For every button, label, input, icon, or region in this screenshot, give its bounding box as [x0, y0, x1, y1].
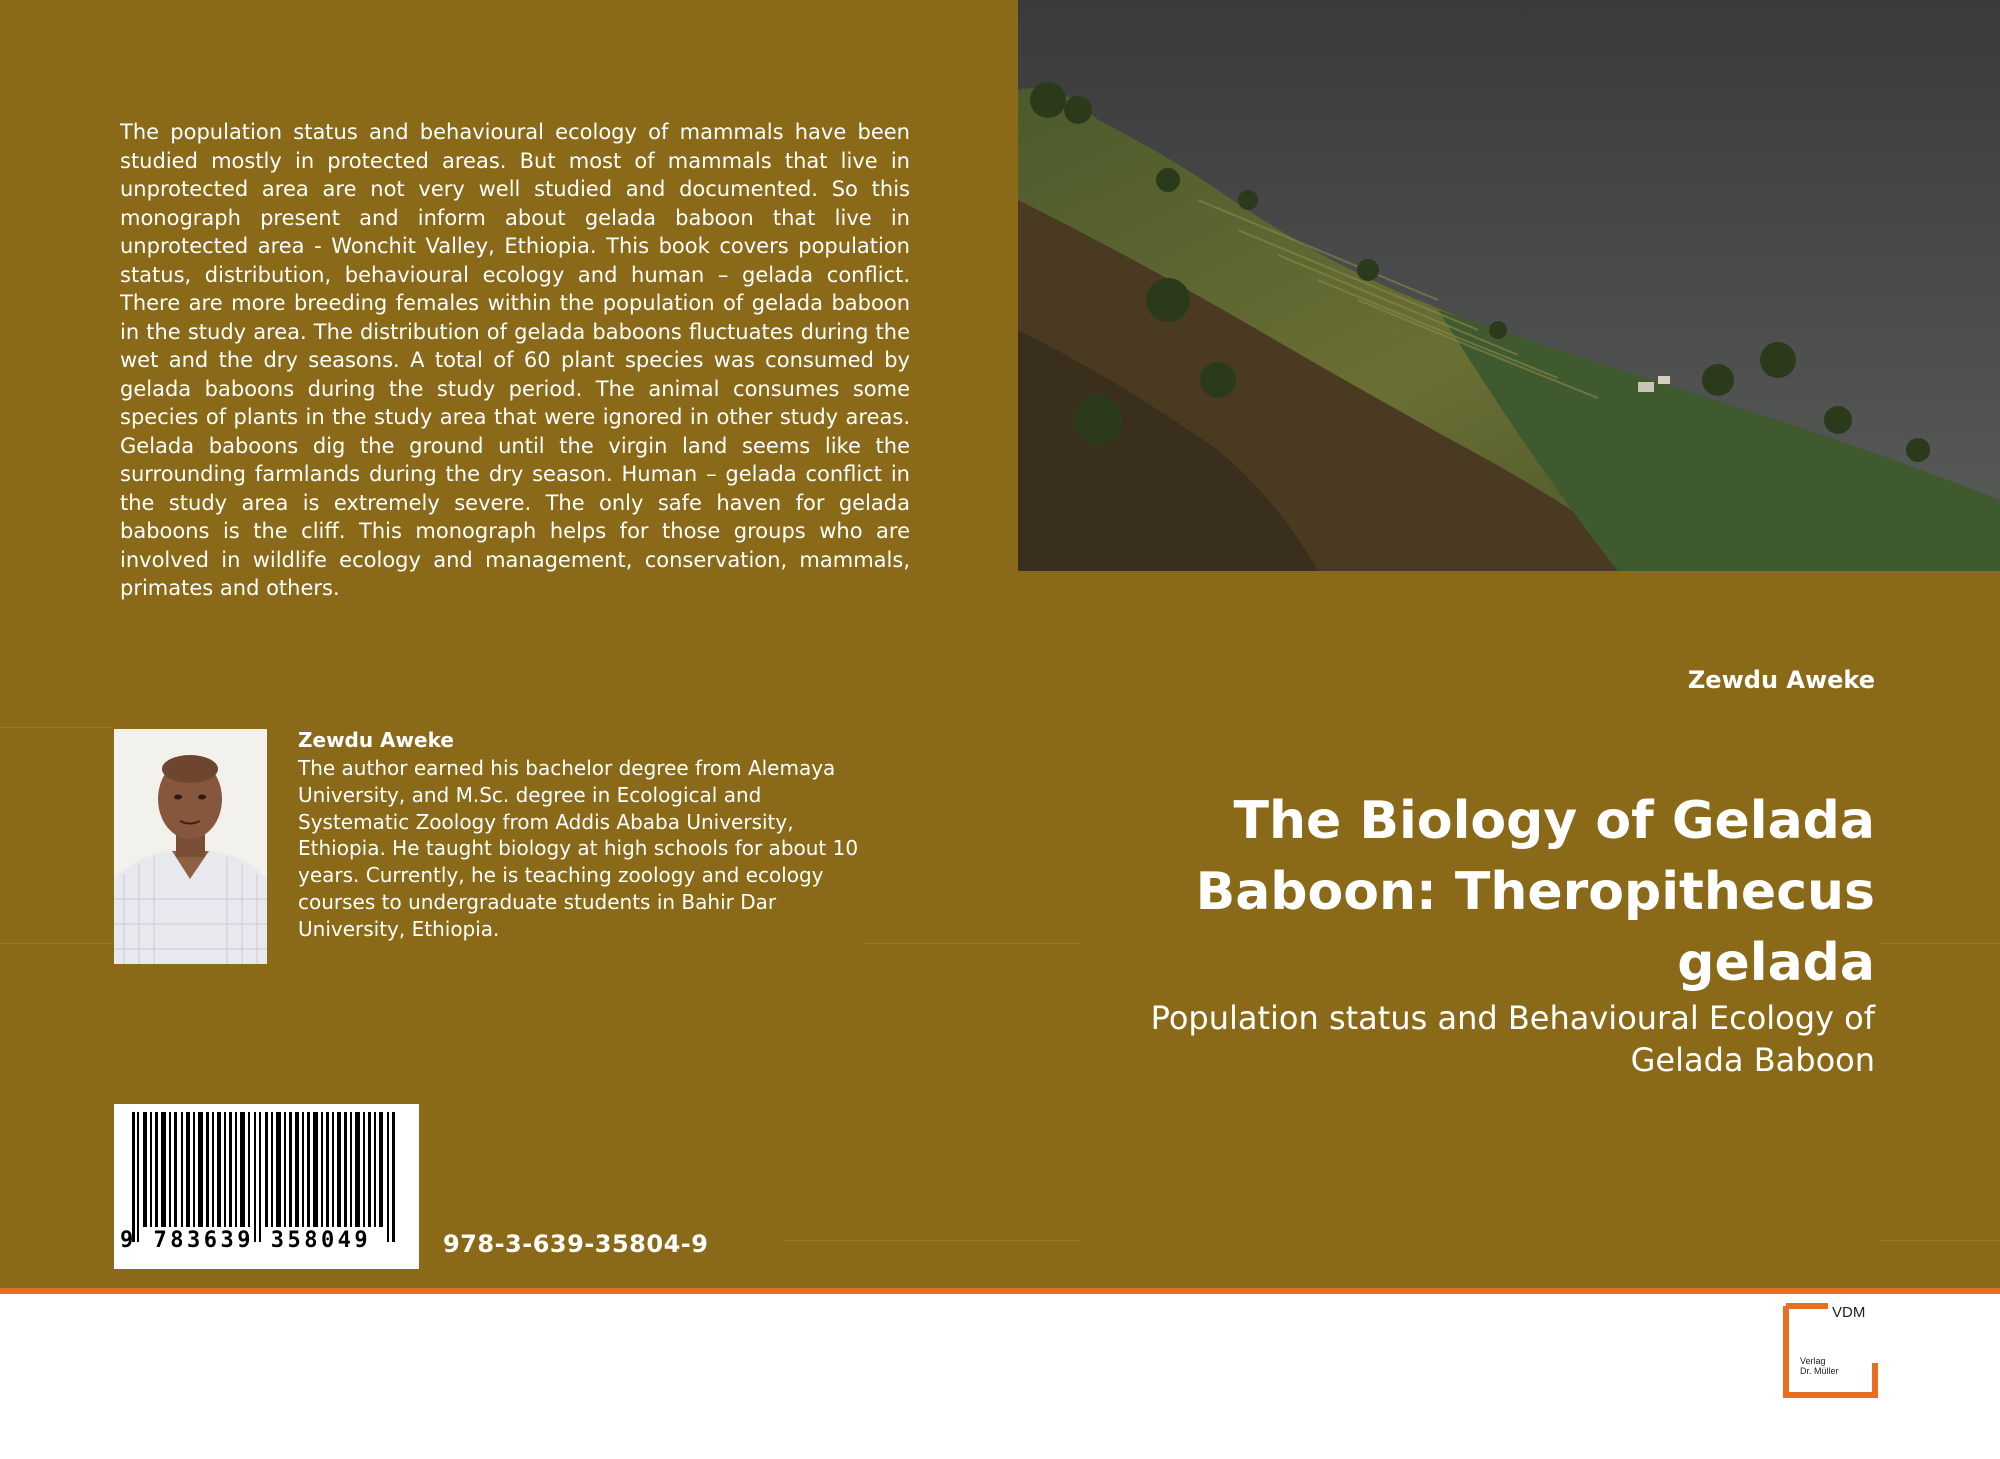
back-cover-blurb: The population status and behavioural ecology of mammals have been studied mostly in protected areas. But most of mammals that live in unprotected area are not very well studied and documented. So this monograph present and inform about gelada baboon that live in unprotected area - Wonchit Valley, Ethiopia. This book covers population status, distribution, behavioural ecology and human – gelada conflict. There are more breeding females within the population of gelada baboon in the study area. The distribution of gelada baboons fluctuates during the wet and the dry seasons. A total of 60 plant species was consumed by gelada baboons during the study period. The animal consumes some species of plants in the study area that were ignored in other study areas. Gelada baboons dig the ground until the virgin land seems like the surrounding farmlands during the dry season. Human – gelada conflict in the study area is extremely severe. The only safe haven for gelada baboons is the cliff. This monograph helps for those groups who are involved in wildlife ecology and management, conservation, mammals, primates and others.: [120, 120, 910, 600]
bottom-band: [0, 1294, 2000, 1459]
cover-photo: [1018, 0, 2000, 571]
publisher-subtext-line1: Verlag: [1800, 1356, 1826, 1366]
book-subtitle: Population status and Behavioural Ecology of Gelada Baboon: [1150, 999, 1875, 1079]
publisher-logo-text: VDM: [1832, 1304, 1866, 1321]
decorative-line: [784, 1240, 1079, 1241]
decorative-line: [0, 727, 114, 728]
decorative-line: [1880, 943, 2000, 944]
barcode-digits: 9 783639 358049: [120, 1228, 372, 1253]
book-title: The Biology of Gelada Baboon: Theropithecus gelada: [1195, 791, 1875, 993]
barcode: [114, 1104, 419, 1269]
author-photo: [114, 729, 267, 964]
isbn-number: 978-3-639-35804-9: [443, 1230, 709, 1258]
decorative-line: [864, 943, 1079, 944]
author-name-front: Zewdu Aweke: [1687, 666, 1875, 694]
author-name-back: Zewdu Aweke: [298, 728, 454, 752]
decorative-line: [1880, 1240, 2000, 1241]
author-bio: The author earned his bachelor degree from Alemaya University, and M.Sc. degree in Ecological and Systematic Zoology from Addis Ababa University, Ethiopia. He taught biology at high schools for about 10 years. Currently, he is teaching zoology and ecology courses to undergraduate students in Bahir Dar University, Ethiopia.: [298, 756, 859, 941]
publisher-subtext-line2: Dr. Müller: [1800, 1366, 1839, 1376]
decorative-line: [0, 943, 114, 944]
publisher-logo-subtext: [1800, 1356, 1839, 1376]
